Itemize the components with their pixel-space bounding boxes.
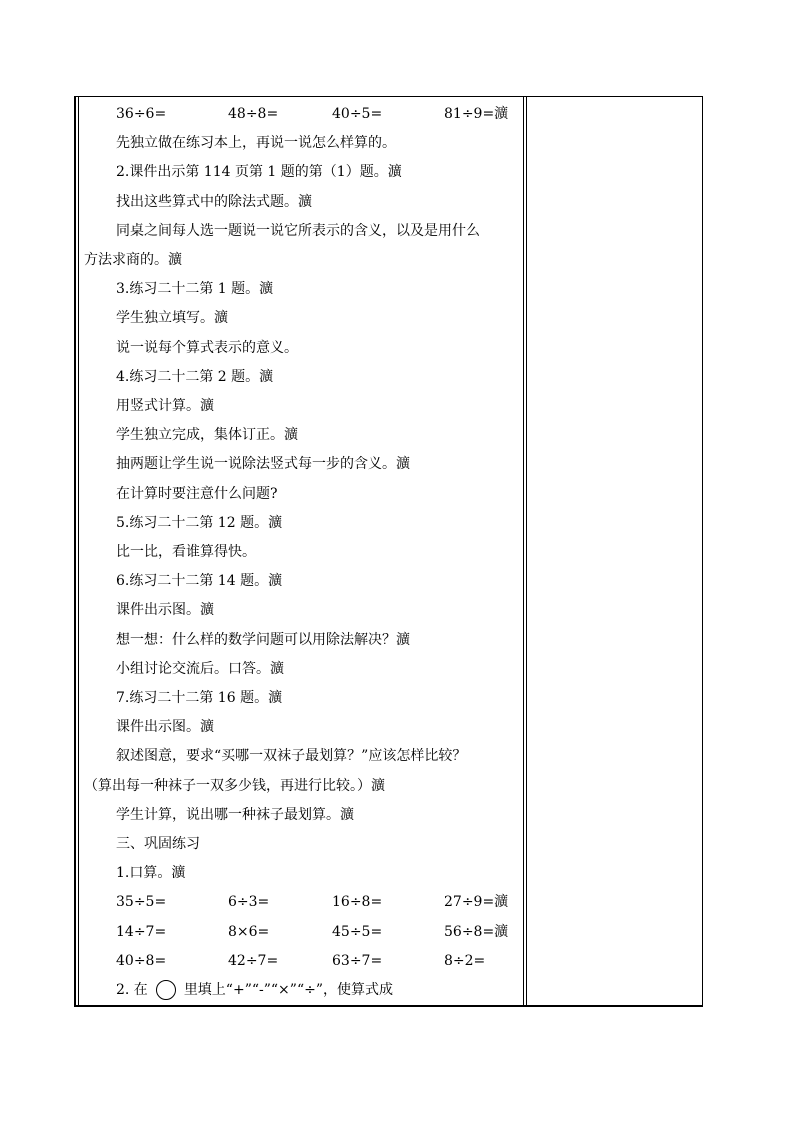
text-line: 说一说每个算式表示的意义。 — [116, 339, 298, 356]
text-line: 4.练习二十二第 2 题。瀇 — [116, 368, 274, 385]
table-column-divider — [523, 96, 524, 1007]
expression-cell: 8×6= — [228, 923, 270, 940]
expression-cell: 40÷5= — [332, 106, 383, 122]
text-line: 方法求商的。瀇 — [84, 252, 182, 268]
expression-cell: 14÷7= — [116, 923, 167, 940]
text-line: 3.练习二十二第 1 题。瀇 — [116, 281, 274, 298]
text-line: 同桌之间每人选一题说一说它所表示的含义，以及是用什么 — [116, 222, 480, 239]
text-line: （算出每一种袜子一双多少钱，再进行比较。）瀇 — [84, 777, 385, 794]
exercise-instruction: 里填上“+”“-”“×”“÷”，使算式成 — [183, 982, 393, 998]
text-line: 学生计算，说出哪一种袜子最划算。瀇 — [116, 806, 354, 823]
expression-cell: 27÷9=瀇 — [444, 894, 509, 911]
blank-circle-icon — [156, 980, 176, 1000]
text-line: 课件出示图。瀇 — [116, 602, 214, 619]
expression-cell: 63÷7= — [332, 952, 383, 969]
text-line: 三、巩固练习 — [116, 836, 200, 852]
exercise-prefix: 2. 在 — [116, 982, 148, 998]
expression-cell: 16÷8= — [332, 894, 383, 911]
text-line: 用竖式计算。瀇 — [116, 398, 214, 414]
expression-cell: 56÷8=瀇 — [444, 923, 509, 940]
table-border-bottom — [74, 1005, 703, 1007]
expression-cell: 36÷6= — [116, 106, 167, 122]
table-border-right — [702, 96, 703, 1007]
expression-row — [84, 888, 524, 917]
text-line: 学生独立完成，集体订正。瀇 — [116, 427, 298, 444]
text-line: 5.练习二十二第 12 题。瀇 — [116, 514, 283, 531]
expression-cell: 8÷2= — [444, 952, 486, 969]
expression-cell: 81÷9=瀇 — [444, 106, 509, 122]
expression-cell: 42÷7= — [228, 952, 279, 969]
text-line: 叙述图意，要求“买哪一双袜子最划算？”应该怎样比较？ — [116, 748, 467, 765]
expression-cell: 40÷8= — [116, 952, 167, 969]
text-line: 先独立做在练习本上，再说一说怎么样算的。 — [116, 135, 396, 152]
text-line: 想一想：什么样的数学问题可以用除法解决？瀇 — [116, 631, 410, 648]
text-line: 抽两题让学生说一说除法竖式每一步的含义。瀇 — [116, 456, 410, 473]
expression-cell: 45÷5= — [332, 923, 383, 940]
table-border-left — [74, 96, 76, 1007]
expression-cell: 6÷3= — [228, 894, 270, 911]
text-line: 找出这些算式中的除法式题。瀇 — [116, 193, 312, 210]
text-line: 7.练习二十二第 16 题。瀇 — [116, 690, 283, 706]
expression-row — [84, 918, 524, 947]
table-border-top — [74, 96, 703, 97]
text-line: 6.练习二十二第 14 题。瀇 — [116, 573, 283, 590]
text-line: 在计算时要注意什么问题? — [116, 485, 278, 502]
text-line: 2.课件出示第 114 页第 1 题的第（1）题。瀇 — [116, 164, 402, 181]
text-line: 小组讨论交流后。口答。瀇 — [116, 660, 284, 677]
text-line: 1.口算。瀇 — [116, 865, 186, 882]
text-line: 比一比，看谁算得快。 — [116, 544, 256, 560]
table-column-divider-inner — [526, 96, 527, 1007]
text-line: 课件出示图。瀇 — [116, 719, 214, 736]
table-border-left-inner — [78, 96, 79, 1007]
expression-cell: 35÷5= — [116, 894, 167, 911]
expression-cell: 48÷8= — [228, 106, 279, 122]
text-line — [84, 976, 393, 1005]
expression-row — [84, 100, 524, 129]
expression-row — [84, 947, 524, 976]
text-line: 学生独立填写。瀇 — [116, 310, 228, 327]
